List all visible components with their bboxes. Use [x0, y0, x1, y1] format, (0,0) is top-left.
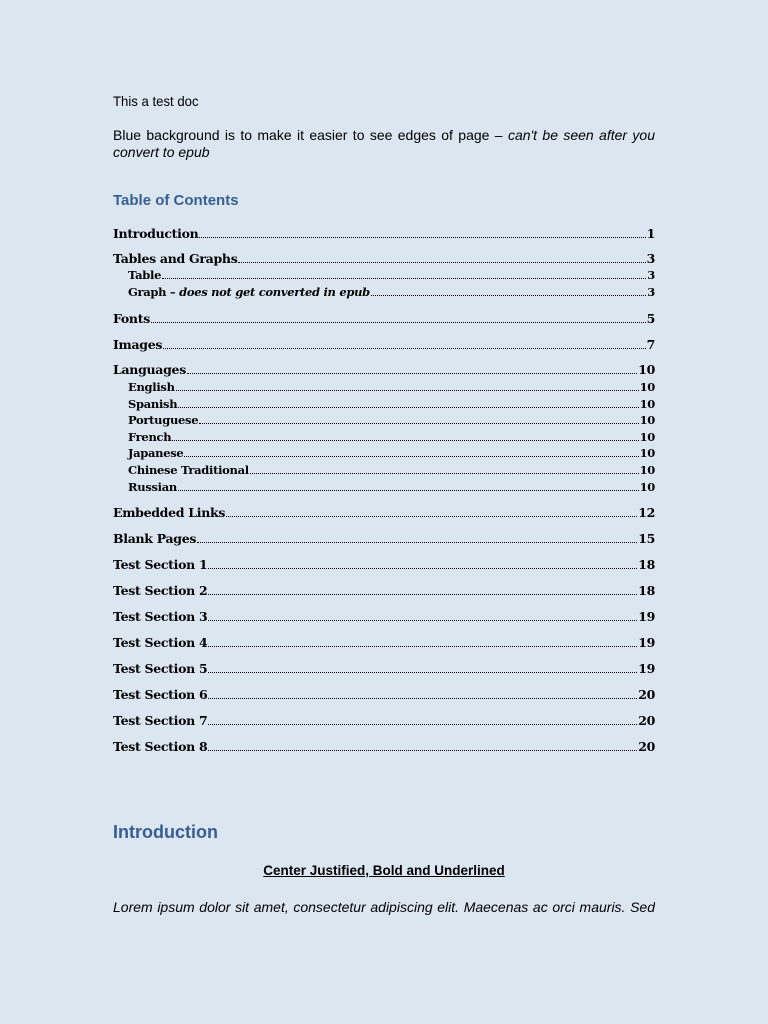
toc-entry-label-text: Graph –	[128, 285, 180, 299]
page-body	[113, 0, 655, 1024]
toc-entry-tables-and-graphs[interactable]	[113, 251, 655, 266]
toc-dot-leader	[208, 646, 637, 647]
toc-entry-label: Test Section 7	[113, 713, 208, 728]
toc-entry-label: Test Section 1	[113, 557, 208, 572]
toc-entry-test-section-6[interactable]	[113, 687, 655, 702]
toc-entry-label: Test Section 5	[113, 661, 208, 676]
toc-dot-leader	[238, 262, 645, 263]
toc-entry-page: 19	[638, 661, 655, 676]
toc-entry-page: 19	[638, 609, 655, 624]
toc-entry-page: 15	[638, 531, 655, 546]
toc-entry-page: 20	[638, 739, 655, 754]
toc-dot-leader	[162, 278, 646, 279]
toc-entry-spanish[interactable]	[128, 397, 655, 411]
toc-dot-leader	[208, 568, 637, 569]
toc-entry-page: 3	[646, 251, 655, 266]
toc-entry-label: Table	[128, 268, 162, 282]
toc-entry-label: Blank Pages	[113, 531, 197, 546]
toc-entry-label: Tables and Graphs	[113, 251, 238, 266]
lorem-paragraph: Lorem ipsum dolor sit amet, consectetur adipiscing elit. Maecenas ac orci mauris. Sed	[113, 899, 655, 915]
toc-entry-test-section-2[interactable]	[113, 583, 655, 598]
toc-entry-fonts[interactable]	[113, 311, 655, 326]
toc-entry-label: Test Section 6	[113, 687, 208, 702]
toc-entry-test-section-3[interactable]	[113, 609, 655, 624]
toc-entry-table[interactable]	[128, 268, 655, 282]
toc-entry-page: 10	[639, 380, 655, 394]
toc-entry-japanese[interactable]	[128, 446, 655, 460]
toc-dot-leader	[197, 542, 637, 543]
toc-entry-blank-pages[interactable]	[113, 531, 655, 546]
toc-entry-page: 5	[646, 311, 655, 326]
toc-entry-page: 12	[638, 505, 655, 520]
toc-dot-leader	[226, 516, 637, 517]
toc-entry-page: 19	[638, 635, 655, 650]
toc-entry-page: 3	[647, 285, 655, 299]
toc-entry-label: Test Section 8	[113, 739, 208, 754]
toc-entry-label: Languages	[113, 362, 186, 377]
toc-entry-english[interactable]	[128, 380, 655, 394]
toc-heading: Table of Contents	[113, 192, 239, 209]
toc-dot-leader	[172, 440, 638, 441]
toc-entry-page: 7	[646, 337, 655, 352]
toc-entry-label: Images	[113, 337, 163, 352]
doc-intro-line: This a test doc	[113, 93, 199, 109]
toc-entry-label: Test Section 4	[113, 635, 208, 650]
toc-entry-label: Russian	[128, 480, 177, 494]
toc-entry-page: 10	[639, 480, 655, 494]
toc-entry-label: Test Section 2	[113, 583, 208, 598]
toc-entry-page: 1	[646, 226, 655, 241]
toc-entry-label: Japanese	[128, 446, 184, 460]
toc-entry-page: 3	[647, 268, 655, 282]
toc-entry-page: 10	[639, 413, 655, 427]
toc-entry-label: Portuguese	[128, 413, 199, 427]
toc-entry-label: English	[128, 380, 175, 394]
toc-dot-leader	[187, 373, 637, 374]
toc-entry-images[interactable]	[113, 337, 655, 352]
toc-dot-leader	[208, 672, 637, 673]
toc-dot-leader	[250, 473, 639, 474]
toc-entry-label: Introduction	[113, 226, 199, 241]
toc-entry-page: 20	[638, 687, 655, 702]
toc-dot-leader	[151, 322, 646, 323]
toc-dot-leader	[163, 348, 645, 349]
toc-entry-introduction[interactable]	[113, 226, 655, 241]
centered-bold-underlined-text: Center Justified, Bold and Underlined	[263, 863, 505, 878]
doc-note-italic: can't be seen after you convert to epub	[113, 127, 656, 160]
toc-entry-test-section-8[interactable]	[113, 739, 655, 754]
toc-dot-leader	[184, 456, 638, 457]
toc-entry-label: Test Section 3	[113, 609, 208, 624]
toc-entry-graph[interactable]	[128, 285, 655, 299]
toc-dot-leader	[208, 698, 637, 699]
toc-entry-page: 10	[639, 397, 655, 411]
toc-entry-label: Chinese Traditional	[128, 463, 249, 477]
toc-dot-leader	[371, 295, 646, 296]
toc-entry-page: 10	[639, 446, 655, 460]
toc-dot-leader	[178, 490, 639, 491]
toc-entry-label	[128, 285, 370, 299]
toc-entry-chinese-traditional[interactable]	[128, 463, 655, 477]
toc-entry-page: 20	[638, 713, 655, 728]
toc-dot-leader	[208, 620, 637, 621]
toc-dot-leader	[208, 750, 637, 751]
toc-entry-russian[interactable]	[128, 480, 655, 494]
toc-entry-test-section-1[interactable]	[113, 557, 655, 572]
toc-entry-label: Fonts	[113, 311, 150, 326]
toc-entry-page: 18	[638, 557, 655, 572]
toc-entry-test-section-4[interactable]	[113, 635, 655, 650]
toc-dot-leader	[178, 407, 638, 408]
introduction-heading: Introduction	[113, 822, 218, 842]
toc-dot-leader	[208, 724, 637, 725]
toc-entry-label: French	[128, 430, 172, 444]
toc-entry-test-section-7[interactable]	[113, 713, 655, 728]
toc-dot-leader	[208, 594, 637, 595]
toc-entry-test-section-5[interactable]	[113, 661, 655, 676]
toc-entry-portuguese[interactable]	[128, 413, 655, 427]
toc-entry-label: Spanish	[128, 397, 178, 411]
toc-entry-label-italic: does not get converted in epub	[179, 285, 370, 299]
toc-entry-page: 10	[639, 430, 655, 444]
toc-entry-page: 10	[639, 463, 655, 477]
toc-entry-page: 10	[638, 362, 655, 377]
doc-note-paragraph	[113, 127, 655, 161]
toc-entry-embedded-links[interactable]	[113, 505, 655, 520]
toc-entry-languages[interactable]	[113, 362, 655, 377]
toc-entry-page: 18	[638, 583, 655, 598]
toc-dot-leader	[199, 237, 645, 238]
toc-dot-leader	[176, 390, 639, 391]
toc-entry-label: Embedded Links	[113, 505, 226, 520]
toc-dot-leader	[199, 423, 638, 424]
toc-entry-french[interactable]	[128, 430, 655, 444]
doc-note-text: Blue background is to make it easier to see edges of page –	[113, 127, 508, 143]
